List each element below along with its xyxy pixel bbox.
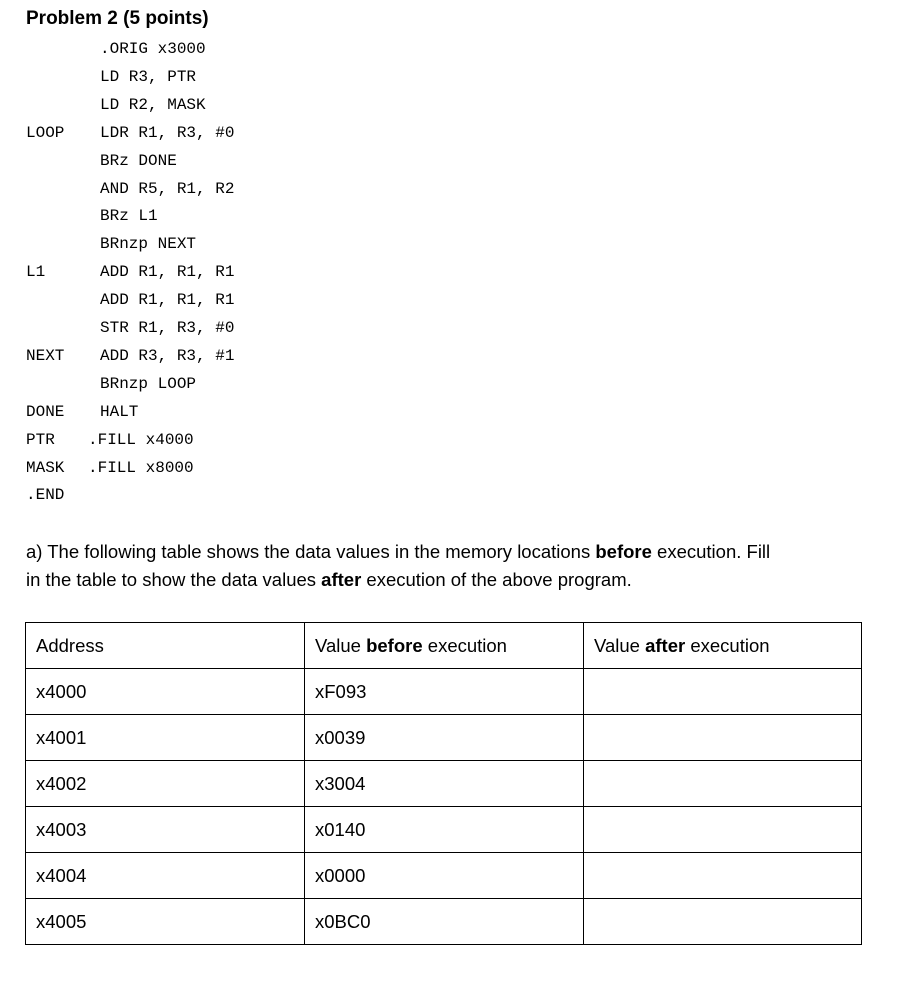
code-instruction: LD R2, MASK <box>100 95 206 114</box>
header-value-after: Value after execution <box>584 623 862 669</box>
code-instruction: .FILL x4000 <box>88 430 194 449</box>
table-row <box>26 761 862 807</box>
header-address: Address <box>26 623 305 669</box>
code-instruction: AND R5, R1, R2 <box>100 179 235 198</box>
header-value-before: Value before execution <box>305 623 584 669</box>
code-label: PTR <box>26 430 55 449</box>
code-label: LOOP <box>26 123 65 142</box>
table-row <box>26 807 862 853</box>
question-paragraph <box>26 538 876 594</box>
code-instruction: BRz DONE <box>100 151 177 170</box>
code-label: MASK <box>26 458 65 477</box>
value-before-cell: x0000 <box>305 853 584 899</box>
code-label: NEXT <box>26 346 65 365</box>
value-before-cell: xF093 <box>305 669 584 715</box>
value-after-cell[interactable] <box>584 669 862 715</box>
code-instruction: .FILL x8000 <box>88 458 194 477</box>
value-before-cell: x3004 <box>305 761 584 807</box>
value-after-cell[interactable] <box>584 807 862 853</box>
question-line-2: in the table to show the data values after execution of the above program. <box>26 569 632 590</box>
code-instruction: BRnzp NEXT <box>100 235 197 254</box>
code-instruction: BRnzp LOOP <box>100 374 197 393</box>
code-label: L1 <box>26 263 46 282</box>
code-instruction: HALT <box>100 402 139 421</box>
value-before-cell: x0039 <box>305 715 584 761</box>
address-cell: x4004 <box>26 853 305 899</box>
value-after-cell[interactable] <box>584 853 862 899</box>
table-row <box>26 669 862 715</box>
address-cell: x4000 <box>26 669 305 715</box>
code-instruction: ADD R1, R1, R1 <box>100 291 235 310</box>
value-before-cell: x0BC0 <box>305 899 584 945</box>
problem-title: Problem 2 (5 points) <box>26 8 209 29</box>
memory-table <box>25 622 862 945</box>
code-instruction: ADD R3, R3, #1 <box>100 346 235 365</box>
code-instruction: STR R1, R3, #0 <box>100 319 235 337</box>
table-header-row <box>26 623 862 669</box>
address-cell: x4005 <box>26 899 305 945</box>
value-after-cell[interactable] <box>584 899 862 945</box>
address-cell: x4002 <box>26 761 305 807</box>
value-before-cell: x0140 <box>305 807 584 853</box>
table-row <box>26 715 862 761</box>
code-instruction: ADD R1, R1, R1 <box>100 263 235 282</box>
code-label: .END <box>26 486 65 505</box>
code-instruction: .ORIG x3000 <box>100 40 206 58</box>
code-instruction: LDR R1, R3, #0 <box>100 123 235 142</box>
table-row <box>26 853 862 899</box>
code-instruction: BRz L1 <box>100 207 158 226</box>
address-cell: x4003 <box>26 807 305 853</box>
code-instruction: LD R3, PTR <box>100 67 197 86</box>
address-cell: x4001 <box>26 715 305 761</box>
value-after-cell[interactable] <box>584 715 862 761</box>
question-line-1: a) The following table shows the data values in the memory locations before execution. Fill <box>26 541 771 562</box>
code-label: DONE <box>26 402 65 421</box>
table-row <box>26 899 862 945</box>
value-after-cell[interactable] <box>584 761 862 807</box>
